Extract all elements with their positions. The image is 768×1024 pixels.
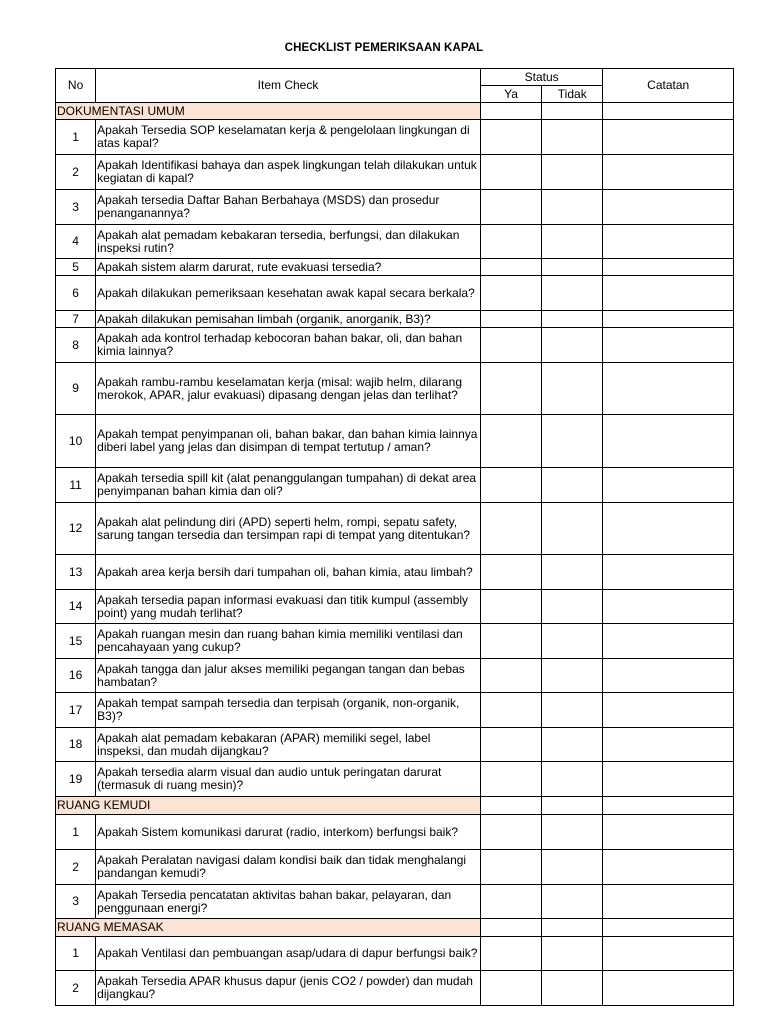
catatan-cell[interactable] (603, 919, 734, 937)
tidak-cell[interactable] (542, 328, 603, 363)
row-number: 16 (56, 659, 96, 693)
table-row (56, 762, 734, 797)
item-text: Apakah Tersedia APAR khusus dapur (jenis CO2 / powder) dan mudah dijangkau? (96, 971, 481, 1006)
tidak-cell[interactable] (542, 363, 603, 415)
item-text: Apakah tempat penyimpanan oli, bahan bakar, dan bahan kimia lainnya diberi label yang jelas dan disimpan di tempat tertutup / aman? (96, 415, 481, 468)
tidak-cell[interactable] (542, 971, 603, 1006)
tidak-cell[interactable] (542, 555, 603, 590)
row-number: 19 (56, 762, 96, 797)
table-row (56, 468, 734, 503)
item-text: Apakah Tersedia pencatatan aktivitas bahan bakar, pelayaran, dan penggunaan energi? (96, 885, 481, 919)
section-row (56, 919, 734, 937)
section-row (56, 103, 734, 120)
ya-cell[interactable] (480, 590, 541, 624)
tidak-cell[interactable] (542, 762, 603, 797)
item-text: Apakah ada kontrol terhadap kebocoran bahan bakar, oli, dan bahan kimia lainnya? (96, 328, 481, 363)
catatan-cell[interactable] (603, 311, 734, 328)
table-row (56, 590, 734, 624)
tidak-cell[interactable] (542, 797, 603, 815)
catatan-cell[interactable] (603, 503, 734, 555)
item-text: Apakah tersedia alarm visual dan audio untuk peringatan darurat (termasuk di ruang mesin)? (96, 762, 481, 797)
row-number: 2 (56, 850, 96, 885)
tidak-cell[interactable] (542, 728, 603, 762)
ya-cell[interactable] (480, 762, 541, 797)
table-row (56, 363, 734, 415)
row-number: 1 (56, 120, 96, 155)
table-row (56, 693, 734, 728)
row-number: 5 (56, 259, 96, 276)
row-number: 2 (56, 971, 96, 1006)
row-number: 17 (56, 693, 96, 728)
ya-cell[interactable] (480, 328, 541, 363)
ya-cell[interactable] (480, 728, 541, 762)
catatan-cell[interactable] (603, 468, 734, 503)
row-number: 15 (56, 624, 96, 659)
tidak-cell[interactable] (542, 937, 603, 971)
tidak-cell[interactable] (542, 815, 603, 850)
row-number: 1 (56, 815, 96, 850)
item-text: Apakah Sistem komunikasi darurat (radio, interkom) berfungsi baik? (96, 815, 481, 850)
tidak-cell[interactable] (542, 190, 603, 225)
catatan-cell[interactable] (603, 885, 734, 919)
item-text: Apakah area kerja bersih dari tumpahan oli, bahan kimia, atau limbah? (96, 555, 481, 590)
ya-cell[interactable] (480, 815, 541, 850)
item-text: Apakah alat pelindung diri (APD) seperti helm, rompi, sepatu safety, sarung tangan tersedia dan tersimpan rapi di tempat yang ditentukan? (96, 503, 481, 555)
row-number: 4 (56, 225, 96, 259)
ya-cell[interactable] (480, 919, 541, 937)
tidak-cell[interactable] (542, 276, 603, 311)
item-text: Apakah alat pemadam kebakaran (APAR) memiliki segel, label inspeksi, dan mudah dijangkau? (96, 728, 481, 762)
catatan-cell[interactable] (603, 276, 734, 311)
table-row (56, 885, 734, 919)
catatan-cell[interactable] (603, 555, 734, 590)
catatan-cell[interactable] (603, 590, 734, 624)
item-text: Apakah alat pemadam kebakaran tersedia, berfungsi, dan dilakukan inspeksi rutin? (96, 225, 481, 259)
tidak-cell[interactable] (542, 259, 603, 276)
tidak-cell[interactable] (542, 415, 603, 468)
section-title-ruang-kemudi: RUANG KEMUDI (56, 797, 481, 815)
catatan-cell[interactable] (603, 624, 734, 659)
row-number: 3 (56, 190, 96, 225)
table-row (56, 503, 734, 555)
tidak-cell[interactable] (542, 503, 603, 555)
ya-cell[interactable] (480, 225, 541, 259)
item-text: Apakah ruangan mesin dan ruang bahan kimia memiliki ventilasi dan pencahayaan yang cukup? (96, 624, 481, 659)
header-row (56, 69, 734, 86)
catatan-cell[interactable] (603, 937, 734, 971)
tidak-cell[interactable] (542, 103, 603, 120)
ya-cell[interactable] (480, 503, 541, 555)
ya-cell[interactable] (480, 155, 541, 190)
item-text: Apakah dilakukan pemisahan limbah (organik, anorganik, B3)? (96, 311, 481, 328)
row-number: 10 (56, 415, 96, 468)
ya-cell[interactable] (480, 190, 541, 225)
header-status: Status (480, 69, 603, 86)
table-row (56, 971, 734, 1006)
item-text: Apakah rambu-rambu keselamatan kerja (misal: wajib helm, dilarang merokok, APAR, jalur evakuasi) dipasang dengan jelas dan terlihat? (96, 363, 481, 415)
table-row (56, 311, 734, 328)
catatan-cell[interactable] (603, 797, 734, 815)
row-number: 7 (56, 311, 96, 328)
catatan-cell[interactable] (603, 659, 734, 693)
table-row (56, 120, 734, 155)
tidak-cell[interactable] (542, 850, 603, 885)
catatan-cell[interactable] (603, 850, 734, 885)
row-number: 1 (56, 937, 96, 971)
ya-cell[interactable] (480, 415, 541, 468)
item-text: Apakah tersedia papan informasi evakuasi dan titik kumpul (assembly point) yang mudah terlihat? (96, 590, 481, 624)
checklist-table (55, 68, 734, 1006)
item-text: Apakah dilakukan pemeriksaan kesehatan awak kapal secara berkala? (96, 276, 481, 311)
catatan-cell[interactable] (603, 815, 734, 850)
catatan-cell[interactable] (603, 328, 734, 363)
header-tidak: Tidak (542, 86, 603, 103)
tidak-cell[interactable] (542, 590, 603, 624)
catatan-cell[interactable] (603, 762, 734, 797)
table-row (56, 624, 734, 659)
ya-cell[interactable] (480, 937, 541, 971)
section-title-dokumentasi-umum: DOKUMENTASI UMUM (56, 103, 481, 120)
table-row (56, 415, 734, 468)
table-row (56, 225, 734, 259)
row-number: 6 (56, 276, 96, 311)
item-text: Apakah tersedia spill kit (alat penanggulangan tumpahan) di dekat area penyimpanan bahan kimia dan oli? (96, 468, 481, 503)
catatan-cell[interactable] (603, 363, 734, 415)
item-text: Apakah Tersedia SOP keselamatan kerja & pengelolaan lingkungan di atas kapal? (96, 120, 481, 155)
item-text: Apakah tangga dan jalur akses memiliki pegangan tangan dan bebas hambatan? (96, 659, 481, 693)
tidak-cell[interactable] (542, 155, 603, 190)
table-row (56, 728, 734, 762)
section-row (56, 797, 734, 815)
row-number: 18 (56, 728, 96, 762)
table-row (56, 155, 734, 190)
table-row (56, 276, 734, 311)
catatan-cell[interactable] (603, 120, 734, 155)
table-row (56, 937, 734, 971)
row-number: 3 (56, 885, 96, 919)
header-ya: Ya (480, 86, 541, 103)
item-text: Apakah Peralatan navigasi dalam kondisi baik dan tidak menghalangi pandangan kemudi? (96, 850, 481, 885)
catatan-cell[interactable] (603, 103, 734, 120)
row-number: 2 (56, 155, 96, 190)
item-text: Apakah Ventilasi dan pembuangan asap/udara di dapur berfungsi baik? (96, 937, 481, 971)
catatan-cell[interactable] (603, 259, 734, 276)
ya-cell[interactable] (480, 311, 541, 328)
table-row (56, 328, 734, 363)
catatan-cell[interactable] (603, 971, 734, 1006)
tidak-cell[interactable] (542, 885, 603, 919)
ya-cell[interactable] (480, 850, 541, 885)
page-title: CHECKLIST PEMERIKSAAN KAPAL (284, 42, 484, 54)
item-text: Apakah tersedia Daftar Bahan Berbahaya (MSDS) dan prosedur penanganannya? (96, 190, 481, 225)
item-text: Apakah Identifikasi bahaya dan aspek lingkungan telah dilakukan untuk kegiatan di kapal? (96, 155, 481, 190)
ya-cell[interactable] (480, 555, 541, 590)
table-row (56, 259, 734, 276)
row-number: 13 (56, 555, 96, 590)
ya-cell[interactable] (480, 885, 541, 919)
table-row (56, 555, 734, 590)
catatan-cell[interactable] (603, 693, 734, 728)
ya-cell[interactable] (480, 624, 541, 659)
tidak-cell[interactable] (542, 225, 603, 259)
tidak-cell[interactable] (542, 624, 603, 659)
header-no: No (56, 69, 96, 103)
item-text: Apakah sistem alarm darurat, rute evakuasi tersedia? (96, 259, 481, 276)
ya-cell[interactable] (480, 363, 541, 415)
tidak-cell[interactable] (542, 120, 603, 155)
catatan-cell[interactable] (603, 225, 734, 259)
ya-cell[interactable] (480, 276, 541, 311)
ya-cell[interactable] (480, 971, 541, 1006)
row-number: 11 (56, 468, 96, 503)
ya-cell[interactable] (480, 693, 541, 728)
catatan-cell[interactable] (603, 155, 734, 190)
section-title-ruang-memasak: RUANG MEMASAK (56, 919, 481, 937)
table-row (56, 659, 734, 693)
row-number: 12 (56, 503, 96, 555)
catatan-cell[interactable] (603, 190, 734, 225)
ya-cell[interactable] (480, 259, 541, 276)
catatan-cell[interactable] (603, 415, 734, 468)
header-catatan: Catatan (603, 69, 734, 103)
row-number: 9 (56, 363, 96, 415)
tidak-cell[interactable] (542, 693, 603, 728)
catatan-cell[interactable] (603, 728, 734, 762)
ya-cell[interactable] (480, 120, 541, 155)
table-row (56, 190, 734, 225)
header-item-check: Item Check (96, 69, 481, 103)
tidak-cell[interactable] (542, 659, 603, 693)
ya-cell[interactable] (480, 468, 541, 503)
table-row (56, 815, 734, 850)
tidak-cell[interactable] (542, 468, 603, 503)
row-number: 14 (56, 590, 96, 624)
table-row (56, 850, 734, 885)
tidak-cell[interactable] (542, 311, 603, 328)
ya-cell[interactable] (480, 797, 541, 815)
ya-cell[interactable] (480, 659, 541, 693)
item-text: Apakah tempat sampah tersedia dan terpisah (organik, non-organik, B3)? (96, 693, 481, 728)
tidak-cell[interactable] (542, 919, 603, 937)
row-number: 8 (56, 328, 96, 363)
ya-cell[interactable] (480, 103, 541, 120)
